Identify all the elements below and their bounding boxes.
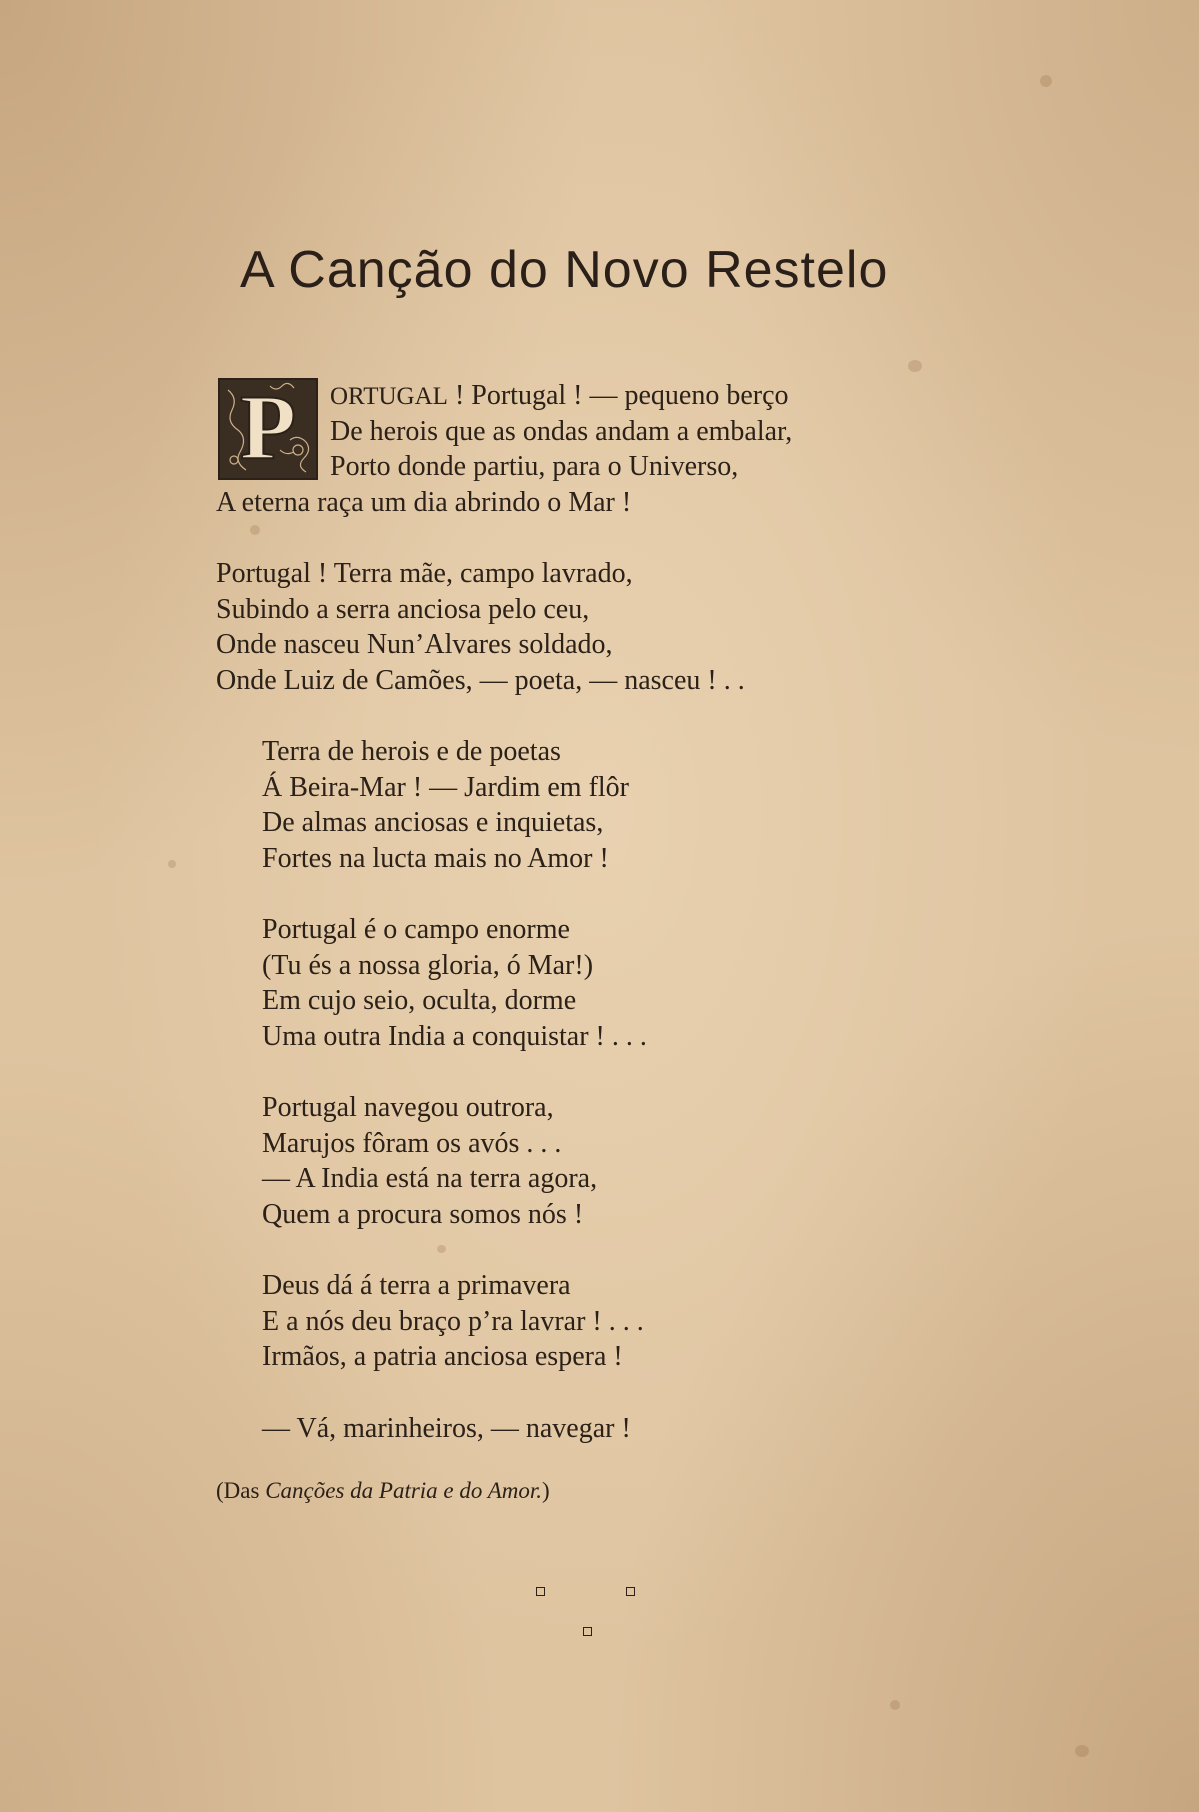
stanza-3 <box>262 734 976 876</box>
poem-line: Fortes na lucta mais no Amor ! <box>262 842 609 874</box>
source-close: ) <box>542 1478 550 1503</box>
paper-stain <box>890 1700 900 1710</box>
poem-line: (Tu és a nossa gloria, ó Mar!) <box>262 949 594 981</box>
poem-line: A eterna raça um dia abrindo o Mar ! <box>216 486 632 518</box>
poem-line: Quem a procura somos nós ! <box>262 1198 584 1230</box>
closing-line <box>262 1411 976 1447</box>
poem-line: Portugal é o campo enorme <box>262 914 570 945</box>
poem-line: Em cujo seio, oculta, dorme <box>262 985 577 1016</box>
dropcap-letter: P <box>239 380 297 478</box>
poem-line <box>216 378 976 414</box>
paper-stain <box>1075 1745 1089 1757</box>
poem-line: E a nós deu braço p’ra lavrar ! . . . <box>262 1305 644 1337</box>
poem-line-text: ! Portugal ! — pequeno berço <box>447 380 789 411</box>
source-attribution <box>216 1478 550 1504</box>
page-title: A Canção do Novo Restelo <box>240 241 889 299</box>
stanza-4 <box>262 912 976 1054</box>
end-ornament-square <box>626 1587 635 1596</box>
poem-line: Uma outra India a conquistar ! . . . <box>262 1020 647 1052</box>
poem <box>216 378 976 1476</box>
poem-line: Onde nasceu Nun’Alvares soldado, <box>216 629 613 660</box>
paper-stain <box>908 360 922 372</box>
end-ornament-square <box>536 1587 545 1596</box>
stanza-2 <box>216 556 976 698</box>
poem-line: Á Beira-Mar ! — Jardim em flôr <box>262 771 629 803</box>
poem-line: Portugal navegou outrora, <box>262 1092 554 1123</box>
poem-line: Onde Luiz de Camões, — poeta, — nasceu ! . . <box>216 664 745 696</box>
dropcap-continuation: ORTUGAL <box>330 383 448 410</box>
source-title: Canções da Patria e do Amor. <box>265 1478 543 1503</box>
poem-line: Terra de herois e de poetas <box>262 736 561 767</box>
poem-line: Subindo a serra anciosa pelo ceu, <box>216 593 590 625</box>
poem-line: — A India está na terra agora, <box>262 1163 598 1194</box>
dropcap-ornament <box>218 378 318 480</box>
poem-line: De herois que as ondas andam a embalar, <box>330 415 793 447</box>
stanza-5 <box>262 1090 976 1232</box>
poem-line: Deus dá á terra a primavera <box>262 1270 571 1301</box>
source-open: (Das <box>216 1478 266 1503</box>
poem-line: — Vá, marinheiros, — navegar ! <box>262 1412 631 1444</box>
paper-stain <box>168 860 176 868</box>
stanza-1 <box>216 378 976 520</box>
poem-line: Porto donde partiu, para o Universo, <box>330 451 739 482</box>
end-ornament-square <box>583 1627 592 1636</box>
stanza-6 <box>262 1268 976 1375</box>
poem-line: Irmãos, a patria anciosa espera ! <box>262 1341 623 1372</box>
poem-line: Marujos fôram os avós . . . <box>262 1127 562 1159</box>
paper-stain <box>1040 75 1052 87</box>
poem-line: Portugal ! Terra mãe, campo lavrado, <box>216 558 633 589</box>
poem-line: De almas anciosas e inquietas, <box>262 807 604 838</box>
